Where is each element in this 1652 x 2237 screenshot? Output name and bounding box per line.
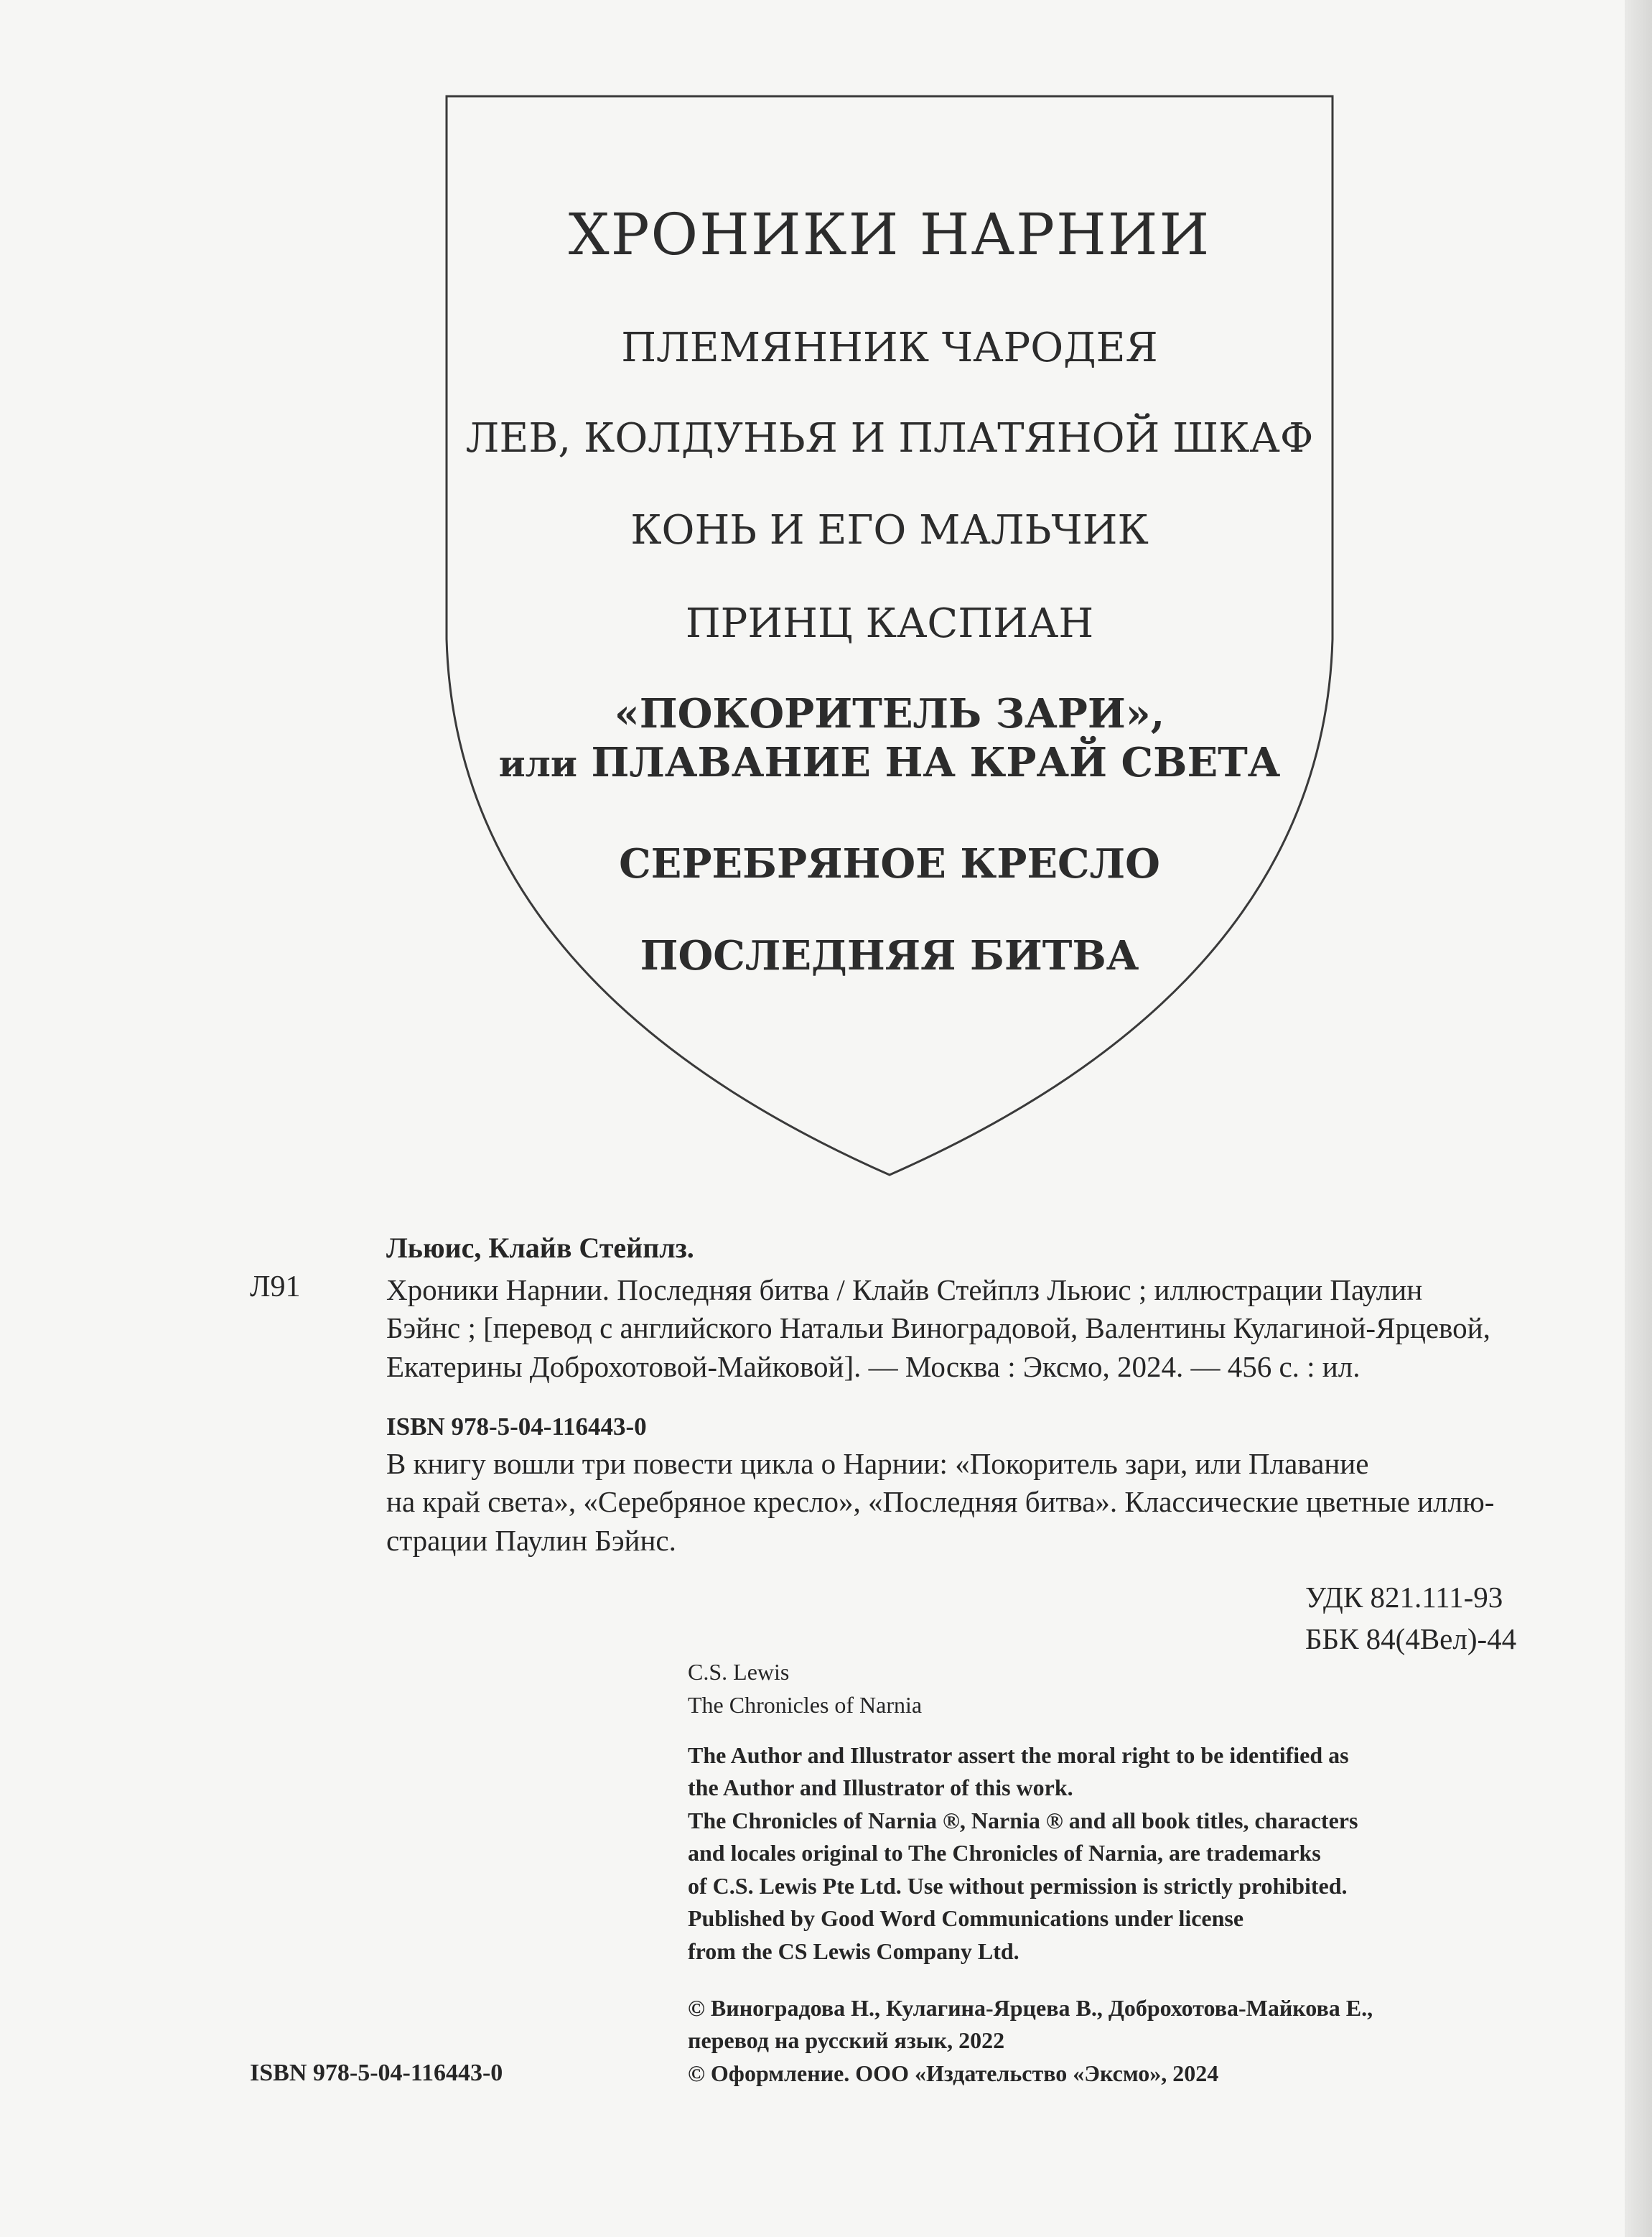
rights-line: the Author and Illustrator of this work.: [688, 1775, 1073, 1801]
book-title-lion-witch-wardrobe: ЛЕВ, КОЛДУНЬЯ И ПЛАТЯНОЙ ШКАФ: [465, 415, 1314, 462]
annotation-line: В книгу вошли три повести цикла о Нарнии: «Покоритель зари, или Плавание: [386, 1447, 1369, 1480]
dawn-treader-rest: ПЛАВАНИЕ НА КРАЙ СВЕТА: [591, 739, 1281, 787]
original-title: The Chronicles of Narnia: [688, 1692, 923, 1718]
dawn-treader-line-2: [444, 738, 1335, 787]
copyright-line: © Виноградова Н., Кулагина-Ярцева В., Доброхотова-Майкова Е.,: [688, 1995, 1373, 2021]
book-title-horse-and-his-boy: КОНЬ И ЕГО МАЛЬЧИК: [630, 507, 1149, 554]
book-title-last-battle: ПОСЛЕДНЯЯ БИТВА: [640, 932, 1139, 980]
rights-line: from the CS Lewis Company Ltd.: [688, 1938, 1019, 1964]
dawn-treader-line-1: «ПОКОРИТЕЛЬ ЗАРИ»,: [614, 690, 1165, 738]
catalog-description-line: Бэйнс ; [перевод с английского Натальи Виноградовой, Валентины Кулагиной-Ярцевой,: [386, 1311, 1490, 1345]
book-title-magicians-nephew: ПЛЕМЯННИК ЧАРОДЕЯ: [621, 325, 1158, 371]
rights-line: The Chronicles of Narnia ®, Narnia ® and all book titles, characters: [688, 1807, 1358, 1833]
catalog-author-code: Л91: [250, 1270, 301, 1303]
rights-line: of C.S. Lewis Pte Ltd. Use without permission is strictly prohibited.: [688, 1872, 1348, 1899]
catalog-annotation: [386, 1445, 1549, 1560]
catalog-description-line: Хроники Нарнии. Последняя битва / Клайв Стейплз Льюис ; иллюстрации Паулин: [386, 1273, 1423, 1306]
rights-line: The Author and Illustrator assert the moral right to be identified as: [688, 1742, 1349, 1768]
rights-line: Published by Good Word Communications under license: [688, 1905, 1244, 1932]
rights-notice: [688, 1739, 1535, 1968]
annotation-line: страции Паулин Бэйнс.: [386, 1523, 676, 1557]
catalog-isbn: ISBN 978-5-04-116443-0: [386, 1413, 647, 1441]
catalog-author: Льюис, Клайв Стейплз.: [386, 1232, 694, 1264]
original-author: C.S. Lewis: [688, 1659, 790, 1685]
book-title-dawn-treader: [444, 689, 1335, 788]
series-title: ХРОНИКИ НАРНИИ: [568, 201, 1211, 268]
copyright-line: перевод на русский язык, 2022: [688, 2027, 1005, 2054]
dawn-treader-prefix: или: [498, 743, 578, 786]
page-edge: [1625, 0, 1652, 2237]
catalog-description: [386, 1271, 1549, 1386]
book-title-silver-chair: СЕРЕБРЯНОЕ КРЕСЛО: [619, 840, 1160, 888]
footer-isbn: ISBN 978-5-04-116443-0: [250, 2060, 503, 2086]
copyright-line: © Оформление. ООО «Издательство «Эксмо», 2024: [688, 2060, 1219, 2086]
catalog-description-line: Екатерины Доброхотовой-Майковой]. — Москва : Эксмо, 2024. — 456 с. : ил.: [386, 1349, 1361, 1383]
rights-line: and locales original to The Chronicles of Narnia, are trademarks: [688, 1840, 1321, 1866]
annotation-line: на край света», «Серебряное кресло», «Последняя битва». Классические цветные иллю-: [386, 1485, 1495, 1519]
udk-code: УДК 821.111-93: [1305, 1581, 1503, 1614]
copyright-notice: [688, 1992, 1535, 2090]
book-title-prince-caspian: ПРИНЦ КАСПИАН: [685, 600, 1094, 647]
bbk-code: ББК 84(4Вел)-44: [1305, 1622, 1517, 1655]
